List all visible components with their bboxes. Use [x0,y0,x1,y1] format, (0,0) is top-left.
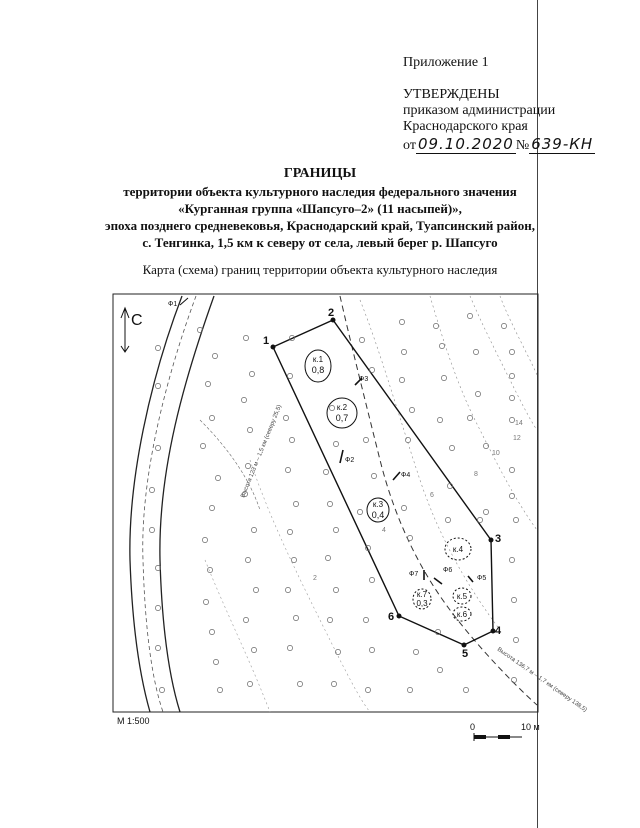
vegetation-symbol [241,397,246,402]
photo-point-6: Ф6 [443,567,453,574]
vegetation-symbol [243,335,248,340]
vegetation-symbol [149,487,154,492]
vegetation-symbol [212,353,217,358]
contour-label: 14 [515,420,523,427]
vegetation-symbol [399,377,404,382]
mound-7-height: 0,3 [416,599,428,608]
vegetation-symbol [297,681,302,686]
vegetation-symbol [365,687,370,692]
point-label-5: 5 [462,648,469,660]
point-label-4: 4 [495,625,502,637]
vegetation-symbol [217,687,222,692]
vegetation-symbol [369,647,374,652]
photo-point-5: Ф5 [477,575,487,582]
vegetation-symbol [437,417,442,422]
vegetation-symbol [247,681,252,686]
photo-arrow-4 [393,472,400,480]
elevation-note-1: Высота 123 м – 1,5 км (северу 25,5) [240,404,284,499]
vegetation-symbol [509,349,514,354]
contour-line [430,296,537,530]
mound-6-id: к.6 [456,610,468,619]
scale-bar [474,733,522,741]
vegetation-symbol [243,617,248,622]
contour-label: 10 [492,450,500,457]
point-label-1: 1 [263,335,270,347]
vegetation-symbol [405,437,410,442]
vegetation-symbol [333,587,338,592]
vegetation-symbol [509,373,514,378]
vegetation-symbol [463,687,468,692]
vegetation-symbol [475,391,480,396]
vegetation-symbol [155,345,160,350]
vegetation-symbol [251,647,256,652]
vegetation-symbol [363,437,368,442]
map-caption: Карта (схема) границ территории объекта культурного наследия [142,262,498,277]
map-frame [113,294,538,712]
vegetation-symbol [509,557,514,562]
vegetation-symbol [449,445,454,450]
photo-arrow-2 [340,450,343,463]
vegetation-symbol [473,349,478,354]
vegetation-symbol [253,587,258,592]
vegetation-symbol [401,349,406,354]
vegetation-symbol [155,605,160,610]
vegetation-symbol [327,501,332,506]
point-label-2: 2 [328,307,335,319]
elevation-line [200,420,260,510]
vegetation-symbol [159,687,164,692]
order-line-1: приказом администрации [403,103,556,118]
point-label-6: 6 [388,611,395,623]
vegetation-symbol [245,557,250,562]
vegetation-symbol [207,567,212,572]
photo-point-3: Ф3 [359,376,369,383]
vegetation-symbol [333,527,338,532]
vegetation-symbol [399,319,404,324]
vegetation-symbol [293,615,298,620]
vegetation-symbol [213,659,218,664]
vegetation-symbol [369,577,374,582]
vegetation-symbol [327,617,332,622]
vegetation-symbol [359,337,364,342]
contour-label: 8 [474,471,478,478]
vegetation-symbol [467,313,472,318]
photo-point-2: Ф2 [345,457,355,464]
vegetation-symbol [205,381,210,386]
vegetation-symbol [283,415,288,420]
vegetation-symbol [511,597,516,602]
vegetation-symbol [149,527,154,532]
photo-arrow-6 [434,578,442,584]
vegetation-symbol [369,367,374,372]
vegetation-symbol [203,599,208,604]
appendix-label: Приложение 1 [403,55,489,70]
doc-heading: ГРАНИЦЫ [283,166,357,181]
vegetation-symbol [155,445,160,450]
vegetation-symbol [439,343,444,348]
handwritten-date: 09.10.2020 [417,135,514,153]
vegetation-symbol [409,407,414,412]
vegetation-symbol [363,617,368,622]
vegetation-symbol [251,527,256,532]
title-line-2: «Курганная группа «Шапсуго–2» (11 насыпей)», [178,201,462,216]
scale-label: М 1:500 [117,716,150,726]
mound-1-id: к.1 [312,355,324,364]
vegetation-symbol [357,509,362,514]
dashed-track-left [143,296,196,712]
vegetation-symbol [445,517,450,522]
approved-label: УТВЕРЖДЕНЫ [403,87,500,102]
vegetation-symbol [245,463,250,468]
mound-2-height: 0,7 [335,413,349,423]
contour-label: 12 [513,435,521,442]
vegetation-symbol [407,687,412,692]
vegetation-symbol [401,505,406,510]
vegetation-symbol [291,557,296,562]
mound-3-id: к.3 [372,500,384,509]
vegetation-symbol [249,371,254,376]
vegetation-symbol [323,469,328,474]
vegetation-symbol [467,415,472,420]
vegetation-symbol [509,467,514,472]
vegetation-symbol [247,427,252,432]
photo-point-1: Ф1 [168,301,178,308]
vegetation-symbol [509,395,514,400]
vegetation-symbol [293,501,298,506]
vegetation-symbol [155,645,160,650]
elevation-note-2: Высота 136,7 м – 1,7 км (северу 138,5) [495,646,588,714]
vegetation-symbol [441,375,446,380]
vegetation-symbol [333,441,338,446]
contour-line [340,296,537,705]
scale-zero: 0 [470,722,476,732]
title-line-4: с. Тенгинка, 1,5 км к северу от села, левый берег р. Шапсуго [142,235,498,250]
vegetation-symbol [371,473,376,478]
vegetation-symbol [285,587,290,592]
contour-label: 6 [430,492,434,499]
handwritten-number: 639-КН [531,135,594,153]
vegetation-symbol [209,505,214,510]
vegetation-symbol [155,383,160,388]
mound-7-id: к.7 [416,590,428,599]
number-sign: № [515,138,530,153]
vegetation-symbol [437,667,442,672]
mound-5-id: к.5 [456,592,468,601]
vegetation-symbol [483,509,488,514]
photo-point-4: Ф4 [401,472,411,479]
title-line-1: территории объекта культурного наследия федерального значения [123,184,517,199]
vegetation-symbol [329,405,334,410]
vegetation-symbol [501,323,506,328]
title-line-3: эпоха позднего средневековья, Краснодарский край, Туапсинский район, [104,218,536,233]
contour-label: 4 [382,527,386,534]
vegetation-symbol [285,467,290,472]
scale-ten: 10 м [521,722,540,732]
mound-2-id: к.2 [336,403,348,412]
photo-arrow-5 [468,576,473,582]
order-line-2: Краснодарского края [403,119,528,134]
vegetation-symbol [287,529,292,534]
vegetation-symbol [513,517,518,522]
vegetation-symbol [511,677,516,682]
vegetation-symbols [149,313,518,692]
vegetation-symbol [413,649,418,654]
contour-line [500,296,537,375]
mound-1-height: 0,8 [311,365,325,375]
contour-line [205,560,270,712]
north-label: С [131,312,143,329]
mound-3-height: 0,4 [371,510,385,520]
contour-line [470,296,537,430]
vegetation-symbol [289,437,294,442]
contour-line [250,460,370,712]
vegetation-symbol [513,637,518,642]
vegetation-symbol [509,417,514,422]
river-bank-right [160,296,214,712]
vegetation-symbol [477,517,482,522]
vegetation-symbol [325,555,330,560]
vegetation-symbol [200,443,205,448]
vegetation-symbol [287,645,292,650]
vegetation-symbol [433,323,438,328]
vegetation-symbol [331,681,336,686]
vegetation-symbol [209,629,214,634]
vegetation-symbol [407,535,412,540]
vegetation-symbol [202,537,207,542]
photo-point-7: Ф7 [409,571,419,578]
vegetation-symbol [509,493,514,498]
north-arrow [121,308,129,352]
vegetation-symbol [287,373,292,378]
point-label-3: 3 [495,533,502,545]
from-label: от [403,138,416,153]
vegetation-symbol [215,475,220,480]
vegetation-symbol [209,415,214,420]
mound-4-id: к.4 [452,545,464,554]
contour-label: 2 [313,575,317,582]
